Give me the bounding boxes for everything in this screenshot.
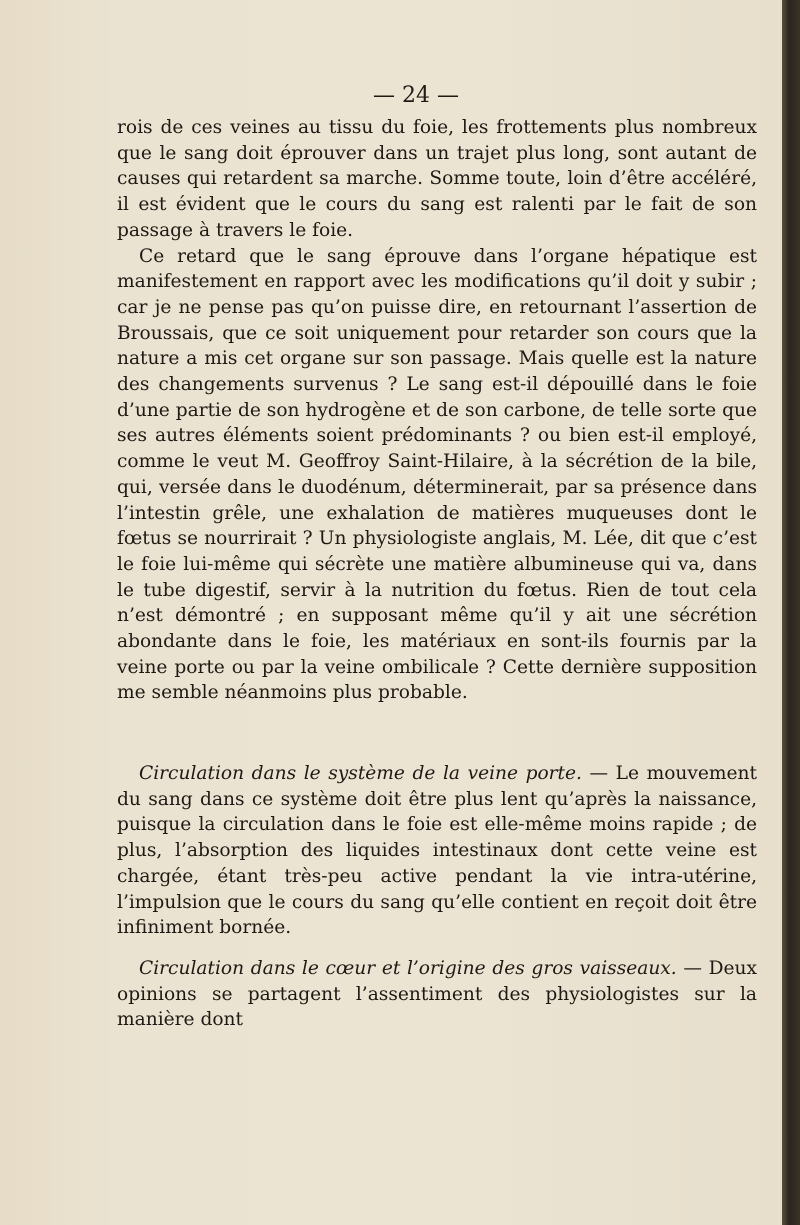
- paragraph: [117, 761, 757, 941]
- section-heading: Circulation dans le cœur et l’origine des gros vaisseaux.: [139, 958, 677, 979]
- section-heading: Circulation dans le système de la veine porte.: [139, 763, 582, 784]
- section-heart: [117, 956, 757, 1033]
- section-portal-vein: [117, 761, 757, 941]
- paragraph-text: — Le mouvement du sang dans ce système doit être plus lent qu’après la naissance, puisque la circulation dans le foie est elle-même moins rapide ; de plus, l’absorption des liquides intestinaux dont cette veine est chargée, étant très-peu active pendant la vie intra-utérine, l’impulsion que le cours du sang qu’elle contient en reçoit doit être infiniment bornée.: [117, 763, 757, 939]
- paragraph-text: — Deux opinions se partagent l’assentiment des physiologistes sur la manière dont: [117, 958, 757, 1031]
- paragraph: Ce retard que le sang éprouve dans l’organe hépatique est manifestement en rapport avec les modifications qu’il doit y subir ; car je ne pense pas qu’on puisse dire, en retournant l’assertion de Broussais, que ce soit uniquement pour retarder son cours que la nature a mis cet organe sur son passage. Mais quelle est la nature des changements survenus ? Le sang est-il dépouillé dans le foie d’une partie de son hydrogène et de son carbone, de telle sorte que ses autres éléments soient prédominants ? ou bien est-il employé, comme le veut M. Geoffroy Saint-Hilaire, à la sécrétion de la bile, qui, versée dans le duodénum, déterminerait, par sa présence dans l’intestin grêle, une exhalation de matières muqueuses dont le fœtus se nourrirait ? Un physiologiste anglais, M. Lée, dit que c’est le foie lui-même qui sécrète une matière albumineuse qui va, dans le tube digestif, servir à la nutrition du fœtus. Rien de tout cela n’est démontré ; en supposant même qu’il y ait une sécrétion abondante dans le foie, les matériaux en sont-ils fournis par la veine porte ou par la veine ombilicale ? Cette dernière supposition me semble néanmoins plus probable.: [117, 245, 757, 704]
- body-text: [117, 115, 757, 706]
- page-number: — 24 —: [373, 83, 459, 108]
- paragraph: [117, 956, 757, 1033]
- paragraph: rois de ces veines au tissu du foie, les frottements plus nombreux que le sang doit éprouver dans un trajet plus long, sont autant de causes qui retardent sa marche. Somme toute, loin d’être accéléré, il est évident que le cours du sang est ralenti par le fait de son passage à travers le foie.: [117, 117, 757, 241]
- page-binding-edge: [782, 0, 800, 1225]
